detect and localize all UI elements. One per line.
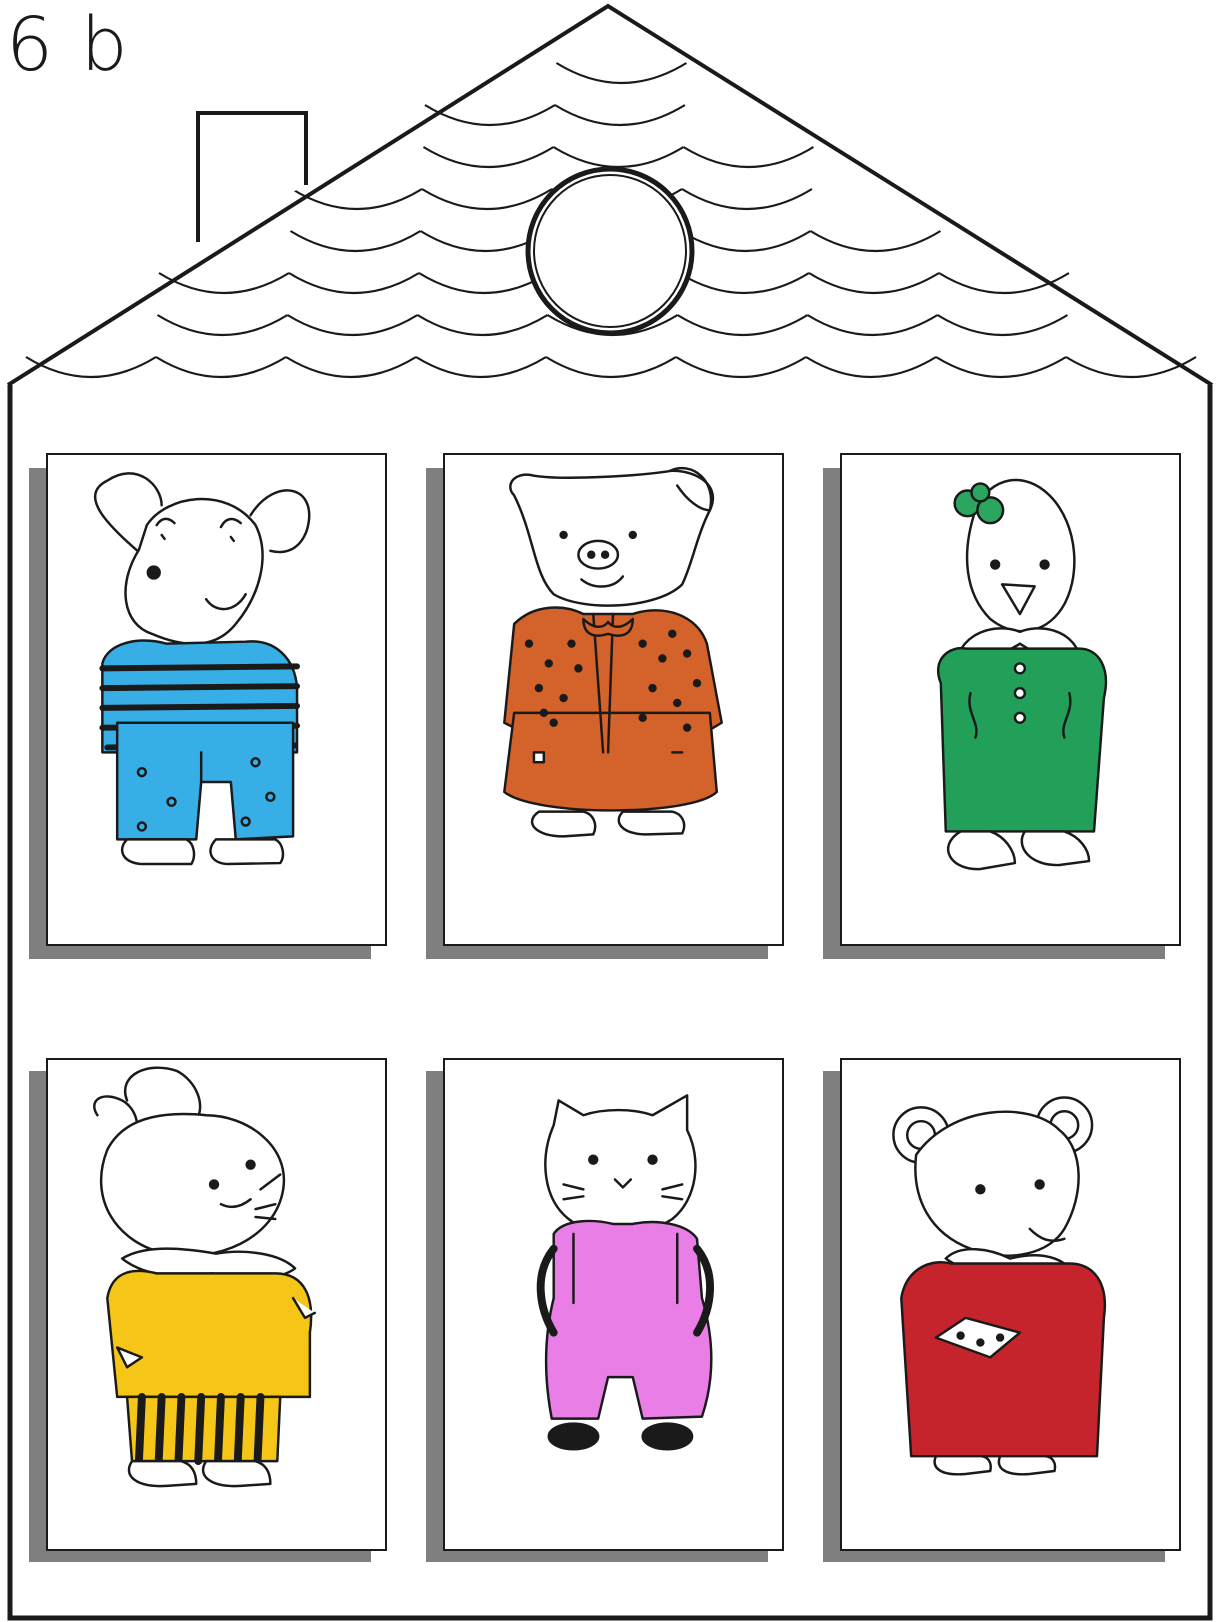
roof-scallop <box>157 315 287 335</box>
jacket-dot <box>674 700 680 706</box>
roof-scallop <box>423 147 553 167</box>
card-cat <box>443 1058 784 1551</box>
card-pig <box>443 453 784 946</box>
bird-illustration <box>842 455 1179 944</box>
page-label: 6 b <box>6 2 130 88</box>
roof-scallop <box>417 315 547 335</box>
jacket-dot <box>669 631 675 637</box>
roof-scallop <box>810 231 940 251</box>
card-bear <box>840 1058 1181 1551</box>
jacket-dot <box>650 685 656 691</box>
jacket-dot <box>575 665 581 671</box>
roof-scallop <box>290 231 420 251</box>
roof-scallop <box>682 189 812 209</box>
roof-scallop <box>422 189 552 209</box>
roof-scallop <box>683 147 813 167</box>
bear-illustration <box>842 1060 1179 1549</box>
jacket-dot <box>551 720 557 726</box>
jacket-dot <box>684 725 690 731</box>
mouse-illustration <box>48 455 385 944</box>
roof-scallop <box>546 357 676 377</box>
roof-scallop <box>1066 357 1196 377</box>
cat-illustration <box>445 1060 782 1549</box>
round-window <box>528 169 692 333</box>
card-mouse <box>46 453 387 946</box>
roof-scallop <box>936 357 1066 377</box>
pig-illustration <box>445 455 782 944</box>
roof-scallop <box>287 315 417 335</box>
jacket-dot <box>640 715 646 721</box>
jacket-dot <box>684 651 690 657</box>
card-bird <box>840 453 1181 946</box>
jacket-dot <box>659 656 665 662</box>
roof-scallop <box>156 357 286 377</box>
jacket-dot <box>640 641 646 647</box>
roof-scallop <box>677 315 807 335</box>
roof-scallop <box>937 315 1067 335</box>
jacket-dot <box>694 680 700 686</box>
chimney <box>198 113 306 242</box>
jacket-dot <box>526 641 532 647</box>
roof-scallop <box>289 273 419 293</box>
jacket-dot <box>546 660 552 666</box>
card-rabbit <box>46 1058 387 1551</box>
roof-scallop <box>809 273 939 293</box>
jacket-dot <box>569 641 575 647</box>
jacket-dot <box>541 710 547 716</box>
roof-scallop <box>286 357 416 377</box>
rabbit-illustration <box>48 1060 385 1549</box>
roof-scallop <box>416 357 546 377</box>
roof-scallop <box>676 357 806 377</box>
jacket-dot <box>536 685 542 691</box>
roof-scallop <box>555 105 685 125</box>
roof-scallop <box>806 357 936 377</box>
roof-scallop <box>679 273 809 293</box>
roof-scallop <box>553 147 683 167</box>
roof-scallop <box>556 63 686 83</box>
roof-scallop <box>807 315 937 335</box>
jacket-dot <box>561 695 567 701</box>
roof-scallop <box>680 231 810 251</box>
